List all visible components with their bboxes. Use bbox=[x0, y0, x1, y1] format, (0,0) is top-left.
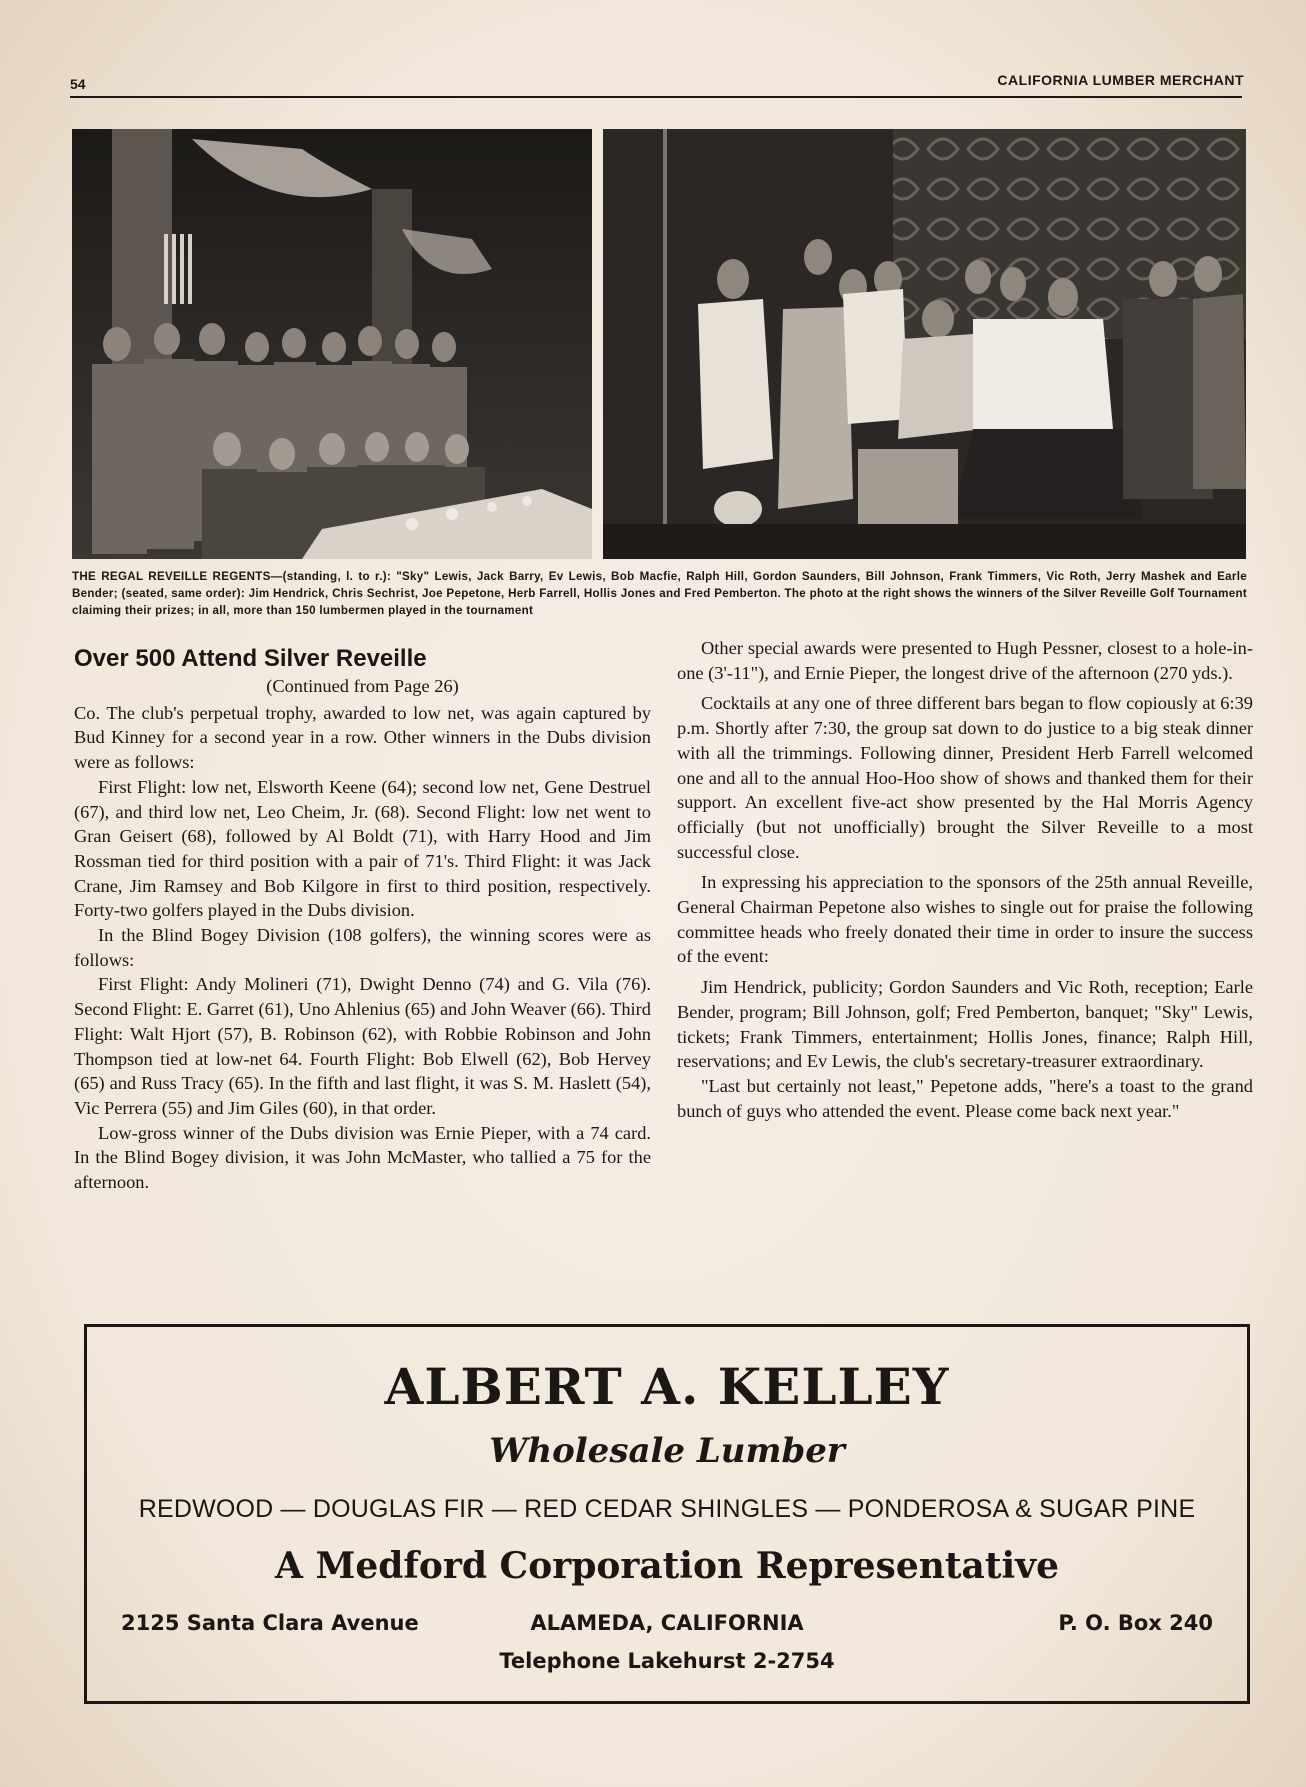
article-paragraph: Other special awards were presented to Hugh Pessner, closest to a hole-in-one (3'-11"), and Ernie Pieper, the longest drive of the afternoon (270 yds.). bbox=[677, 638, 1253, 683]
ad-company-name: ALBERT A. KELLEY bbox=[384, 1357, 950, 1416]
publication-title: CALIFORNIA LUMBER MERCHANT bbox=[997, 72, 1244, 88]
ad-telephone: Telephone Lakehurst 2-2754 bbox=[499, 1649, 835, 1673]
article-paragraph: First Flight: Andy Molineri (71), Dwight Denno (74) and G. Vila (76). Second Flight: E. Garret (61), Uno Ahlenius (65) and John Weaver (66). Third Flight: Walt Hjort (57), B. Robinson (62), with Robbie Robinson and John Thompson tied at low-net 64. Fourth Flight: Bob Elwell (62), Bob Hervey (65) and Russ Tracy (65). In the fifth and last flight, it was S. M. Haslett (54), Vic Perrera (55) and Jim Giles (60), in that order. bbox=[74, 974, 651, 1118]
photo-caption: THE REGAL REVEILLE REGENTS—(standing, l. to r.): "Sky" Lewis, Jack Barry, Ev Lewis, Bob Macfie, Ralph Hill, Gordon Saunders, Bill Johnson, Frank Timmers, Vic Roth, Jerry Mashek and Earle Bender; (seated, same order): Jim Hendrick, Chris Sechrist, Joe Pepetone, Herb Farrell, Hollis Jones and Fred Pemberton. The photo at the right shows the winners of the Silver Reveille Golf Tournament claiming their prizes; in all, more than 150 lumbermen played in the tournament bbox=[72, 570, 1247, 617]
article-left-column bbox=[74, 640, 651, 1195]
ad-po-box: P. O. Box 240 bbox=[1058, 1611, 1213, 1635]
article-paragraph: Cocktails at any one of three different bars began to flow copiously at 6:39 p.m. Shortly after 7:30, the group sat down to do justice to a big steak dinner with all the trimmings. Following dinner, President Herb Farrell welcomed one and all to the annual Hoo-Hoo show of shows and thanked them for their support. An excellent five-act show presented by the Hal Morris Agency officially (but not unofficially) brought the Silver Reveille to a most successful close. bbox=[677, 693, 1253, 862]
ad-city: ALAMEDA, CALIFORNIA bbox=[530, 1611, 804, 1635]
article-paragraph: In the Blind Bogey Division (108 golfers), the winning scores were as follows: bbox=[74, 925, 651, 970]
article-paragraph: "Last but certainly not least," Pepetone adds, "here's a toast to the grand bunch of guys who attended the event. Please come back next year." bbox=[677, 1075, 1253, 1121]
header-rule bbox=[70, 96, 1242, 98]
advertisement-box bbox=[84, 1324, 1250, 1704]
ad-products: REDWOOD — DOUGLAS FIR — RED CEDAR SHINGLES — PONDEROSA & SUGAR PINE bbox=[138, 1495, 1196, 1523]
page-number: 54 bbox=[70, 76, 86, 92]
ad-representative: A Medford Corporation Representative bbox=[275, 1545, 1059, 1587]
photo-banquet-group bbox=[72, 129, 592, 559]
article-paragraph: Co. The club's perpetual trophy, awarded to low net, was again captured by Bud Kinney for a second year in a row. Other winners in the Dubs division were as follows: bbox=[74, 702, 651, 773]
ad-tagline: Wholesale Lumber bbox=[489, 1431, 845, 1471]
article-right-column bbox=[677, 636, 1253, 1123]
article-title: Over 500 Attend Silver Reveille bbox=[74, 645, 427, 672]
ad-street-address: 2125 Santa Clara Avenue bbox=[121, 1611, 419, 1635]
article-paragraph: In expressing his appreciation to the sponsors of the 25th annual Reveille, General Chairman Pepetone also wishes to single out for praise the following committee heads who freely donated their time in order to insure the success of the event: bbox=[677, 872, 1253, 967]
article-paragraph: First Flight: low net, Elsworth Keene (64); second low net, Gene Destruel (67), and third low net, Leo Cheim, Jr. (68). Second Flight: low net went to Gran Geisert (68), followed by Al Boldt (71), with Harry Hood and Jim Rossman tied for third position with a pair of 71's. Third Flight: it was Jack Crane, Jim Ramsey and Bob Kilgore in first to third position, respectively. Forty-two golfers played in the Dubs division. bbox=[74, 776, 651, 921]
article-paragraph: Low-gross winner of the Dubs division was Ernie Pieper, with a 74 card. In the Blind Bogey division, it was John McMaster, who tallied a 75 for the afternoon. bbox=[74, 1122, 651, 1193]
article-paragraph: Jim Hendrick, publicity; Gordon Saunders and Vic Roth, reception; Earle Bender, program; Bill Johnson, golf; Fred Pemberton, banquet; "Sky" Lewis, tickets; Frank Timmers, entertainment; Hollis Jones, finance; Ralph Hill, reservations; and Ev Lewis, the club's secretary-treasurer extraordinary. bbox=[677, 977, 1253, 1072]
continued-note: (Continued from Page 26) bbox=[266, 676, 459, 696]
photo-golf-winners bbox=[603, 129, 1246, 559]
